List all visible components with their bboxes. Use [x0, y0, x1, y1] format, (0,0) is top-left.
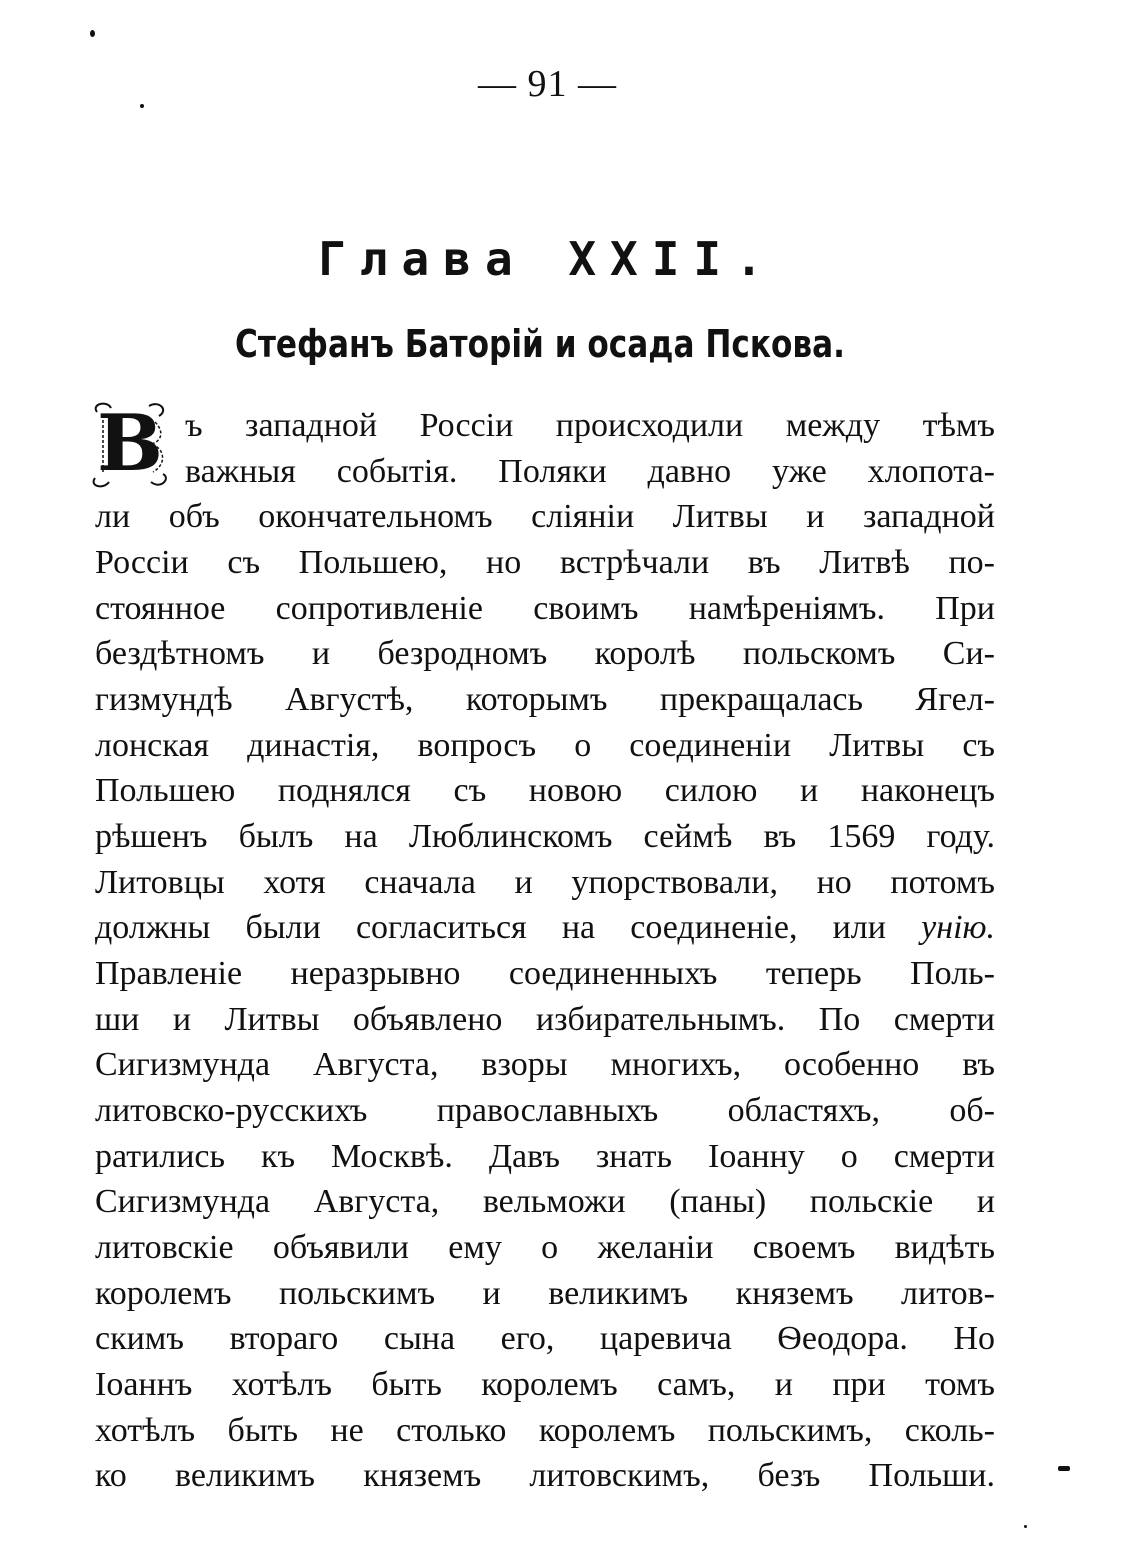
text-line: Іоаннъ хотѣлъ быть королемъ самъ, и при томъ	[95, 1366, 995, 1403]
text-line: рѣшенъ былъ на Люблинскомъ сеймѣ въ 1569 году.	[95, 818, 995, 855]
text-line: бездѣтномъ и безродномъ королѣ польскомъ Си-	[95, 635, 995, 672]
text-line: Сигизмунда Августа, вельможи (паны) польскіе и	[95, 1183, 995, 1220]
scan-speck	[1058, 1466, 1070, 1471]
scan-speck	[1024, 1525, 1027, 1528]
text-line: Польшею поднялся съ новою силою и наконецъ	[95, 772, 995, 809]
page-number: — 91 —	[478, 63, 617, 105]
text-line: Правленіе неразрывно соединенныхъ теперь Поль-	[95, 955, 995, 992]
chapter-heading: Глава XXII.	[318, 232, 777, 286]
text-line	[95, 906, 995, 950]
chapter-title: Стефанъ Баторій и осада Пскова.	[234, 322, 846, 366]
text-line: ко великимъ княземъ литовскимъ, безъ Польши.	[95, 1457, 995, 1494]
text-line: ъ западной Россіи происходили между тѣмъ	[185, 407, 995, 444]
ornament-icon	[89, 398, 171, 490]
scan-speck	[90, 30, 95, 37]
text-line: королемъ польскимъ и великимъ княземъ литов-	[95, 1275, 995, 1312]
text-line: хотѣлъ быть не столько королемъ польскимъ, сколь-	[95, 1412, 995, 1449]
text-line: Россіи съ Польшею, но встрѣчали въ Литвѣ по-	[95, 544, 995, 581]
drop-cap	[95, 398, 165, 489]
text-line-main: должны были согласиться на соединеніе, или	[95, 909, 922, 946]
text-line: Сигизмунда Августа, взоры многихъ, особенно въ	[95, 1046, 995, 1083]
text-line: литовско-русскихъ православныхъ областяхъ, об-	[95, 1092, 995, 1129]
text-line: ратились къ Москвѣ. Давъ знать Іоанну о смерти	[95, 1138, 995, 1175]
text-line: стоянное сопротивленіе своимъ намѣреніямъ. При	[95, 590, 995, 627]
text-line: ши и Литвы объявлено избирательнымъ. По смерти	[95, 1001, 995, 1038]
text-line: лонская династія, вопросъ о соединеніи Литвы съ	[95, 727, 995, 764]
drop-cap-letter: В	[97, 398, 163, 489]
text-line: Литовцы хотя сначала и упорствовали, но потомъ	[95, 864, 995, 901]
text-line: ли объ окончательномъ сліяніи Литвы и западной	[95, 498, 995, 535]
text-line: литовскіе объявили ему о желаніи своемъ видѣть	[95, 1229, 995, 1266]
text-line: гизмундѣ Августѣ, которымъ прекращалась Ягел-	[95, 681, 995, 718]
text-line: скимъ втораго сына его, царевича Ѳеодора. Но	[95, 1320, 995, 1357]
text-line: важныя событія. Поляки давно уже хлопота-	[185, 453, 995, 490]
italic-word: унію.	[921, 909, 995, 946]
scan-speck	[140, 104, 144, 108]
